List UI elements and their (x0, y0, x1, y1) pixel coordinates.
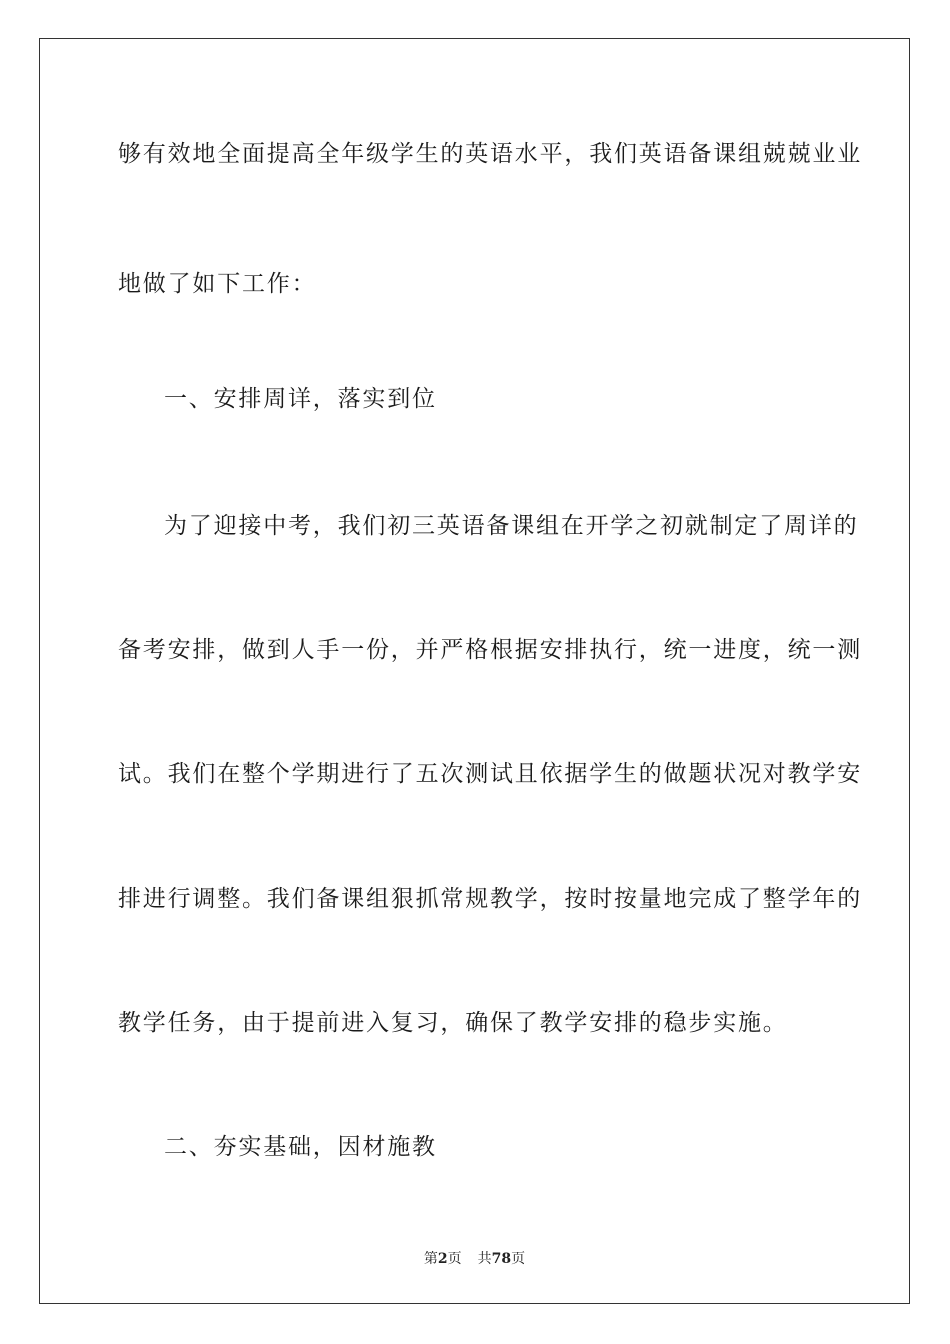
page-suffix: 页 (447, 1251, 462, 1267)
total-prefix: 共 (477, 1251, 492, 1267)
body-line-4: 备考安排，做到人手一份，并严格根据安排执行，统一进度，统一测 (118, 637, 862, 663)
page-footer (40, 1248, 909, 1268)
page-prefix: 第 (423, 1251, 438, 1267)
body-line-2: 地做了如下工作： (118, 271, 317, 297)
body-line-3: 为了迎接中考，我们初三英语备课组在开学之初就制定了周详的 (164, 513, 859, 539)
total-suffix: 页 (511, 1251, 526, 1267)
section-heading-1: 一、安排周详，落实到位 (164, 386, 437, 412)
total-pages: 78 (491, 1251, 512, 1267)
body-line-6: 排进行调整。我们备课组狠抓常规教学，按时按量地完成了整学年的 (118, 886, 862, 912)
page-number: 2 (437, 1251, 448, 1267)
document-page (39, 38, 910, 1304)
body-line-1: 够有效地全面提高全年级学生的英语水平，我们英语备课组兢兢业业 (118, 141, 862, 167)
body-line-7: 教学任务，由于提前进入复习，确保了教学安排的稳步实施。 (118, 1010, 788, 1036)
body-line-5: 试。我们在整个学期进行了五次测试且依据学生的做题状况对教学安 (118, 761, 862, 787)
section-heading-2: 二、夯实基础，因材施教 (164, 1134, 437, 1160)
